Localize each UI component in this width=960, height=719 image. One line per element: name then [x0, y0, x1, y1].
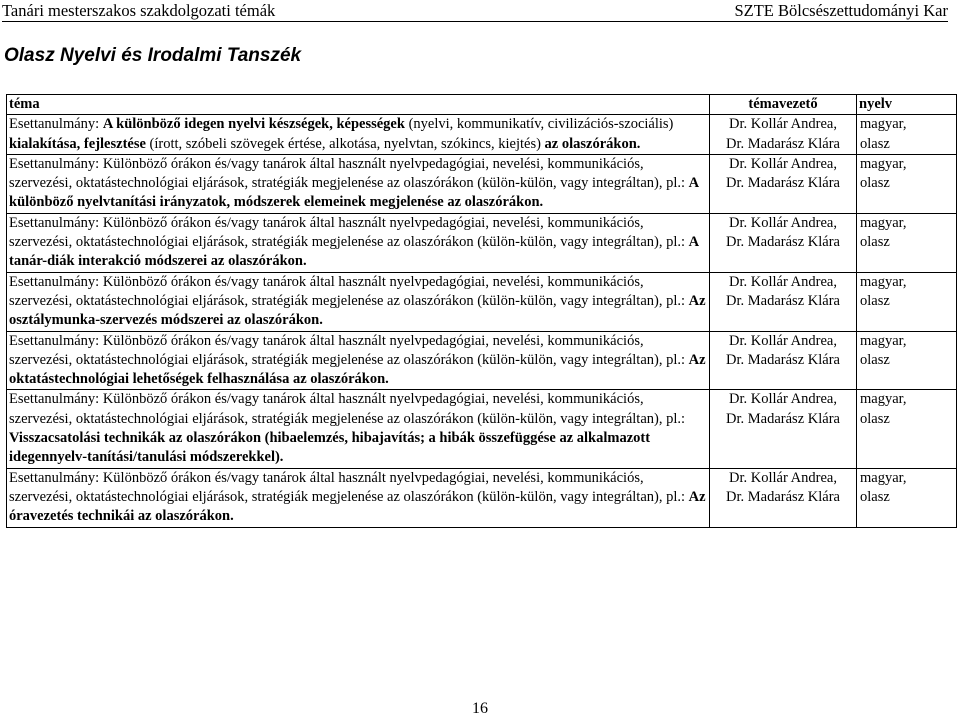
column-header-language: nyelv [857, 95, 957, 115]
topic-prefix: Esettanulmány: Különböző órákon és/vagy tanárok által használt nyelvpedagógiai, nevelési, kommunikációs, szervezési, oktatástechnológiai eljárások, stratégiák megjelenése az olaszórákon (külön-külön, vagy integráltan), pl.: [9, 214, 689, 251]
column-header-supervisor: témavezető [710, 95, 857, 115]
language-cell [857, 154, 957, 213]
topic-prefix: Esettanulmány: Különböző órákon és/vagy tanárok által használt nyelvpedagógiai, nevelési, kommunikációs, szervezési, oktatástechnológiai eljárások, stratégiák megjelenése az olaszórákon (külön-külön, vagy integráltan), pl.: [9, 273, 689, 309]
language-value: magyar, [860, 155, 907, 172]
topic-prefix: Esettanulmány: Különböző órákon és/vagy tanárok által használt nyelvpedagógiai, nevelési, kommunikációs, szervezési, oktatástechnológiai eljárások, stratégiák megjelenése az olaszórákon (külön-külön, vagy integráltan), pl.: [9, 469, 689, 505]
language-value: magyar, [860, 332, 907, 349]
language-cell [857, 213, 957, 272]
topic-emphasis: Az óravezetés technikái az olaszórákon. [9, 488, 706, 525]
supervisor-cell [710, 154, 857, 213]
supervisor-cell [710, 213, 857, 272]
language-cell [857, 272, 957, 331]
topic-cell [7, 115, 710, 155]
language-value: magyar, [860, 391, 907, 408]
language-cell [857, 390, 957, 468]
topic-emphasis: Visszacsatolási technikák az olaszórákon (hibaelemzés, hibajavítás; a hibák összefüggése az alkalmazott idegennyelv-tanítási/tanulási módszerekkel). [9, 430, 651, 466]
language-value: olasz [860, 488, 890, 505]
topics-table [6, 94, 957, 528]
language-value: olasz [860, 351, 890, 368]
supervisor-cell [710, 115, 857, 155]
topic-emphasis: Az osztálymunka-szervezés módszerei az olaszórákon. [9, 292, 706, 329]
supervisor-name: Dr. Madarász Klára [726, 175, 840, 192]
table-row [7, 154, 957, 213]
supervisor-name: Dr. Kollár Andrea, [729, 469, 837, 486]
topic-emphasis: A különböző nyelvtanítási irányzatok, módszerek elemeinek megjelenése az olaszórákon. [9, 175, 699, 211]
language-value: magyar, [860, 273, 907, 290]
header-divider [2, 21, 948, 22]
header-faculty-name: SZTE Bölcsészettudományi Kar [734, 1, 948, 20]
supervisor-name: Dr. Kollár Andrea, [729, 273, 837, 290]
supervisor-name: Dr. Madarász Klára [726, 234, 840, 251]
language-value: magyar, [860, 116, 907, 133]
topic-prefix: Esettanulmány: Különböző órákon és/vagy tanárok által használt nyelvpedagógiai, nevelési, kommunikációs, szervezési, oktatástechnológiai eljárások, stratégiák megjelenése az olaszórákon (külön-külön, vagy integráltan), pl.: [9, 332, 689, 368]
department-title: Olasz Nyelvi és Irodalmi Tanszék [4, 45, 302, 66]
topic-cell [7, 272, 710, 331]
language-cell [857, 115, 957, 155]
topic-prefix: Esettanulmány: [9, 116, 103, 133]
header-thesis-topics-title: Tanári mesterszakos szakdolgozati témák [2, 1, 276, 20]
supervisor-name: Dr. Madarász Klára [726, 488, 840, 505]
table-row [7, 115, 957, 155]
topic-cell [7, 213, 710, 272]
supervisor-cell [710, 468, 857, 527]
topic-emphasis: A különböző idegen nyelvi készségek, képességek [102, 116, 405, 133]
topic-cell [7, 468, 710, 527]
language-value: olasz [860, 175, 890, 192]
topic-emphasis: kialakítása, fejlesztése [9, 135, 146, 152]
table-row [7, 213, 957, 272]
topic-prefix: Esettanulmány: Különböző órákon és/vagy tanárok által használt nyelvpedagógiai, nevelési, kommunikációs, szervezési, oktatástechnológiai eljárások, stratégiák megjelenése az olaszórákon (külön-külön, vagy integráltan), pl.: [9, 155, 689, 192]
supervisor-name: Dr. Madarász Klára [726, 135, 840, 152]
language-value: olasz [860, 234, 890, 251]
page-number: 16 [472, 700, 488, 717]
topic-emphasis: Az oktatástechnológiai lehetőségek felhasználása az olaszórákon. [9, 351, 706, 388]
supervisor-name: Dr. Kollár Andrea, [729, 214, 837, 231]
supervisor-name: Dr. Kollár Andrea, [729, 332, 837, 349]
language-value: olasz [860, 292, 890, 309]
supervisor-name: Dr. Madarász Klára [726, 351, 840, 368]
supervisor-name: Dr. Kollár Andrea, [729, 391, 837, 408]
table-row [7, 272, 957, 331]
language-value: olasz [860, 135, 890, 152]
supervisor-name: Dr. Madarász Klára [726, 410, 840, 427]
topic-text: (nyelvi, kommunikatív, civilizációs-szociális) [404, 116, 674, 133]
language-value: olasz [860, 410, 890, 427]
language-value: magyar, [860, 469, 907, 486]
language-cell [857, 468, 957, 527]
supervisor-cell [710, 272, 857, 331]
supervisor-cell [710, 390, 857, 468]
supervisor-name: Dr. Kollár Andrea, [729, 155, 837, 172]
topic-emphasis: A tanár-diák interakció módszerei az olaszórákon. [9, 234, 699, 270]
supervisor-name: Dr. Kollár Andrea, [729, 116, 837, 133]
topic-cell [7, 331, 710, 390]
language-value: magyar, [860, 214, 907, 231]
table-row [7, 390, 957, 468]
supervisor-name: Dr. Madarász Klára [726, 292, 840, 309]
column-header-topic: téma [7, 95, 710, 115]
topic-cell [7, 390, 710, 468]
table-header-row [7, 95, 957, 115]
topic-cell [7, 154, 710, 213]
table-row [7, 468, 957, 527]
topic-emphasis: az olaszórákon. [544, 135, 641, 152]
topic-prefix: Esettanulmány: Különböző órákon és/vagy tanárok által használt nyelvpedagógiai, nevelési, kommunikációs, szervezési, oktatástechnológiai eljárások, stratégiák megjelenése az olaszórákon (külön-külön, vagy integráltan), pl.: [9, 391, 686, 427]
supervisor-cell [710, 331, 857, 390]
page-header [0, 0, 960, 24]
topic-text: (írott, szóbeli szövegek értése, alkotása, nyelvtan, szókincs, kiejtés) [145, 135, 545, 152]
table-row [7, 331, 957, 390]
language-cell [857, 331, 957, 390]
